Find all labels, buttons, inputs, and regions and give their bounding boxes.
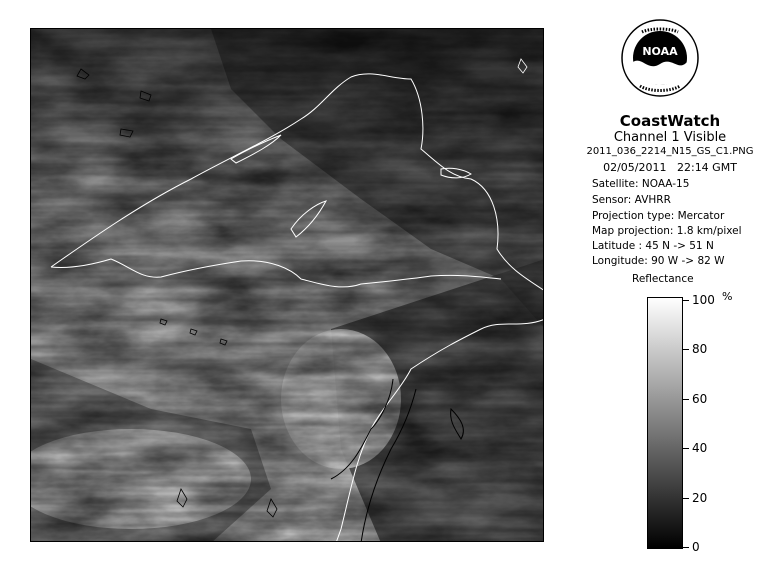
legend-unit: % xyxy=(722,290,733,303)
noaa-logo xyxy=(620,16,700,104)
map-projection: Map projection: 1.8 km/pixel xyxy=(592,225,742,237)
reflectance-colorbar xyxy=(647,297,683,549)
colorbar-tick-label: 40 xyxy=(692,441,708,456)
satellite-label: Satellite: NOAA-15 xyxy=(592,178,690,190)
satellite-svg xyxy=(31,29,544,542)
colorbar-tick-label: 60 xyxy=(692,391,708,406)
colorbar-tick xyxy=(683,300,689,301)
time: 22:14 GMT xyxy=(676,161,737,174)
colorbar-tick xyxy=(683,349,689,350)
colorbar-tick-label: 0 xyxy=(692,540,700,554)
projection-type: Projection type: Mercator xyxy=(592,210,725,222)
date-time xyxy=(570,161,770,174)
latitude-range: Latitude : 45 N -> 51 N xyxy=(592,240,714,252)
satellite-image xyxy=(30,28,544,542)
channel-label: Channel 1 Visible xyxy=(613,130,727,145)
legend-title: Reflectance xyxy=(632,273,694,285)
colorbar-tick-label: 100 xyxy=(692,293,715,307)
colorbar-tick xyxy=(683,448,689,449)
longitude-range: Longitude: 90 W -> 82 W xyxy=(592,255,725,267)
file-name: 2011_036_2214_N15_GS_C1.PNG xyxy=(586,146,754,157)
colorbar-tick xyxy=(683,399,689,400)
colorbar-tick xyxy=(683,547,689,548)
date: 02/05/2011 xyxy=(603,161,667,174)
product-brand: CoastWatch xyxy=(619,112,721,130)
cloud-texture xyxy=(31,29,544,542)
noaa-logo-text: NOAA xyxy=(642,45,678,58)
colorbar-tick-label: 20 xyxy=(692,490,708,505)
sensor-label: Sensor: AVHRR xyxy=(592,194,671,206)
colorbar-tick-label: 80 xyxy=(692,342,708,357)
colorbar-tick xyxy=(683,498,689,499)
